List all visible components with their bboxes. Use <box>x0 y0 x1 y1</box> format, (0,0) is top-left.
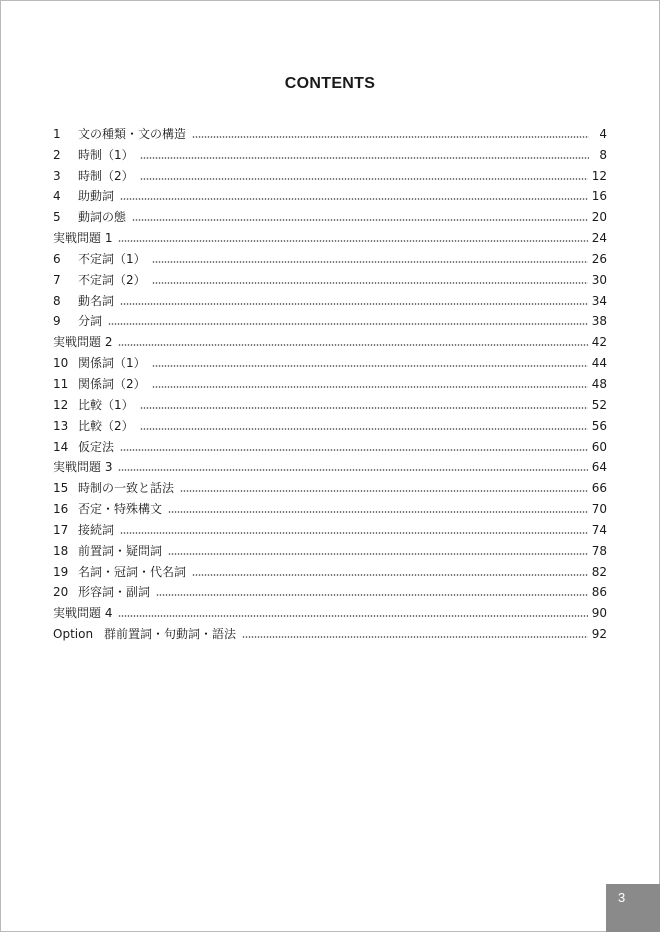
toc-title: 実戦問題 1 <box>53 231 113 246</box>
dot-leader <box>140 178 588 180</box>
toc-number: 9 <box>53 314 61 329</box>
dot-leader <box>180 490 588 492</box>
toc-title: 実戦問題 4 <box>53 606 113 621</box>
toc-row[interactable] <box>53 559 607 580</box>
toc-row-option[interactable] <box>53 621 607 642</box>
toc-page: 30 <box>591 272 607 287</box>
dot-leader <box>120 303 588 305</box>
page-title: CONTENTS <box>284 74 376 92</box>
toc-row[interactable] <box>53 413 607 434</box>
toc-page: 78 <box>591 543 607 558</box>
toc-row[interactable] <box>53 371 607 392</box>
toc-row[interactable] <box>53 246 607 267</box>
toc-number: 7 <box>53 272 61 287</box>
toc-page: 34 <box>591 293 607 308</box>
toc-page: 4 <box>599 126 607 141</box>
dot-leader <box>118 615 587 617</box>
toc-number: 12 <box>53 397 69 412</box>
page-number-tab: 3 <box>606 884 660 932</box>
toc-title: 助動詞 <box>78 189 115 204</box>
toc-title: 比較（1） <box>78 397 134 412</box>
toc-title: 比較（2） <box>78 418 134 433</box>
dot-leader <box>156 594 588 596</box>
toc-page: 82 <box>591 564 607 579</box>
toc-row[interactable] <box>53 538 607 559</box>
toc-page: 70 <box>591 502 607 517</box>
toc-page: 24 <box>591 231 607 246</box>
toc-title: 実戦問題 2 <box>53 335 113 350</box>
toc-number: 2 <box>53 147 61 162</box>
toc-number: 20 <box>53 585 69 600</box>
toc-title: 不定詞（2） <box>78 272 146 287</box>
toc-row[interactable] <box>53 580 607 601</box>
toc-page: 66 <box>591 481 607 496</box>
toc-title: 接続詞 <box>78 522 115 537</box>
dot-leader <box>118 469 587 471</box>
toc-number: 15 <box>53 481 69 496</box>
dot-leader <box>152 386 588 388</box>
toc-title: 動詞の態 <box>78 210 127 225</box>
toc-page: 90 <box>591 606 607 621</box>
toc-row[interactable] <box>53 434 607 455</box>
dot-leader <box>120 449 588 451</box>
toc-row[interactable] <box>53 309 607 330</box>
toc-row-practice[interactable] <box>53 600 607 621</box>
toc-title: 群前置詞・句動詞・語法 <box>104 627 237 642</box>
dot-leader <box>132 219 588 221</box>
toc-row[interactable] <box>53 121 607 142</box>
toc-page: 42 <box>591 335 607 350</box>
toc-title: 時制（2） <box>78 168 134 183</box>
dot-leader <box>140 407 588 409</box>
dot-leader <box>152 365 588 367</box>
dot-leader <box>140 428 588 430</box>
dot-leader <box>108 323 588 325</box>
toc-title: 文の種類・文の構造 <box>78 126 187 141</box>
toc-number: 13 <box>53 418 69 433</box>
toc-page: 16 <box>591 189 607 204</box>
toc-row[interactable] <box>53 517 607 538</box>
toc-number: 8 <box>53 293 61 308</box>
toc-number: 1 <box>53 126 61 141</box>
toc-page: 44 <box>591 356 607 371</box>
toc-number: 10 <box>53 356 69 371</box>
toc-page: 74 <box>591 522 607 537</box>
toc-page: 92 <box>591 627 607 642</box>
dot-leader <box>120 532 588 534</box>
toc-row-practice[interactable] <box>53 329 607 350</box>
dot-leader <box>140 157 589 159</box>
dot-leader <box>168 553 588 555</box>
toc-title: 不定詞（1） <box>78 251 146 266</box>
toc-row[interactable] <box>53 392 607 413</box>
toc-number: Option <box>53 627 94 642</box>
toc-title: 仮定法 <box>78 439 115 454</box>
dot-leader <box>152 282 588 284</box>
toc-row[interactable] <box>53 496 607 517</box>
dot-leader <box>118 240 587 242</box>
dot-leader <box>192 136 589 138</box>
toc-page: 56 <box>591 418 607 433</box>
toc-page: 12 <box>591 168 607 183</box>
toc-title: 動名詞 <box>78 293 115 308</box>
toc-title: 時制（1） <box>78 147 134 162</box>
toc-title: 関係詞（1） <box>78 356 146 371</box>
toc-page: 52 <box>591 397 607 412</box>
toc-row[interactable] <box>53 267 607 288</box>
table-of-contents <box>53 121 607 642</box>
toc-row[interactable] <box>53 475 607 496</box>
toc-page: 86 <box>591 585 607 600</box>
toc-title: 時制の一致と話法 <box>78 481 175 496</box>
toc-page: 38 <box>591 314 607 329</box>
toc-row-practice[interactable] <box>53 225 607 246</box>
dot-leader <box>118 344 587 346</box>
dot-leader <box>242 636 588 638</box>
toc-number: 19 <box>53 564 69 579</box>
toc-number: 14 <box>53 439 69 454</box>
toc-number: 16 <box>53 502 69 517</box>
toc-page: 8 <box>599 147 607 162</box>
dot-leader <box>120 198 588 200</box>
toc-number: 11 <box>53 376 69 391</box>
toc-row[interactable] <box>53 163 607 184</box>
toc-title: 前置詞・疑問詞 <box>78 543 163 558</box>
toc-page: 26 <box>591 251 607 266</box>
toc-number: 3 <box>53 168 61 183</box>
toc-page: 48 <box>591 376 607 391</box>
toc-number: 6 <box>53 251 61 266</box>
dot-leader <box>168 511 588 513</box>
toc-title: 形容詞・副詞 <box>78 585 151 600</box>
toc-number: 18 <box>53 543 69 558</box>
dot-leader <box>192 574 588 576</box>
toc-title: 名詞・冠詞・代名詞 <box>78 564 187 579</box>
toc-row-practice[interactable] <box>53 455 607 476</box>
toc-number: 5 <box>53 210 61 225</box>
toc-row[interactable] <box>53 184 607 205</box>
toc-title: 実戦問題 3 <box>53 460 113 475</box>
toc-page: 20 <box>591 210 607 225</box>
dot-leader <box>152 261 588 263</box>
toc-row[interactable] <box>53 288 607 309</box>
toc-title: 関係詞（2） <box>78 376 146 391</box>
toc-page: 60 <box>591 439 607 454</box>
toc-row[interactable] <box>53 350 607 371</box>
toc-title: 否定・特殊構文 <box>78 502 163 517</box>
toc-number: 17 <box>53 522 69 537</box>
toc-row[interactable] <box>53 204 607 225</box>
toc-title: 分詞 <box>78 314 103 329</box>
toc-number: 4 <box>53 189 61 204</box>
toc-page: 64 <box>591 460 607 475</box>
toc-row[interactable] <box>53 142 607 163</box>
